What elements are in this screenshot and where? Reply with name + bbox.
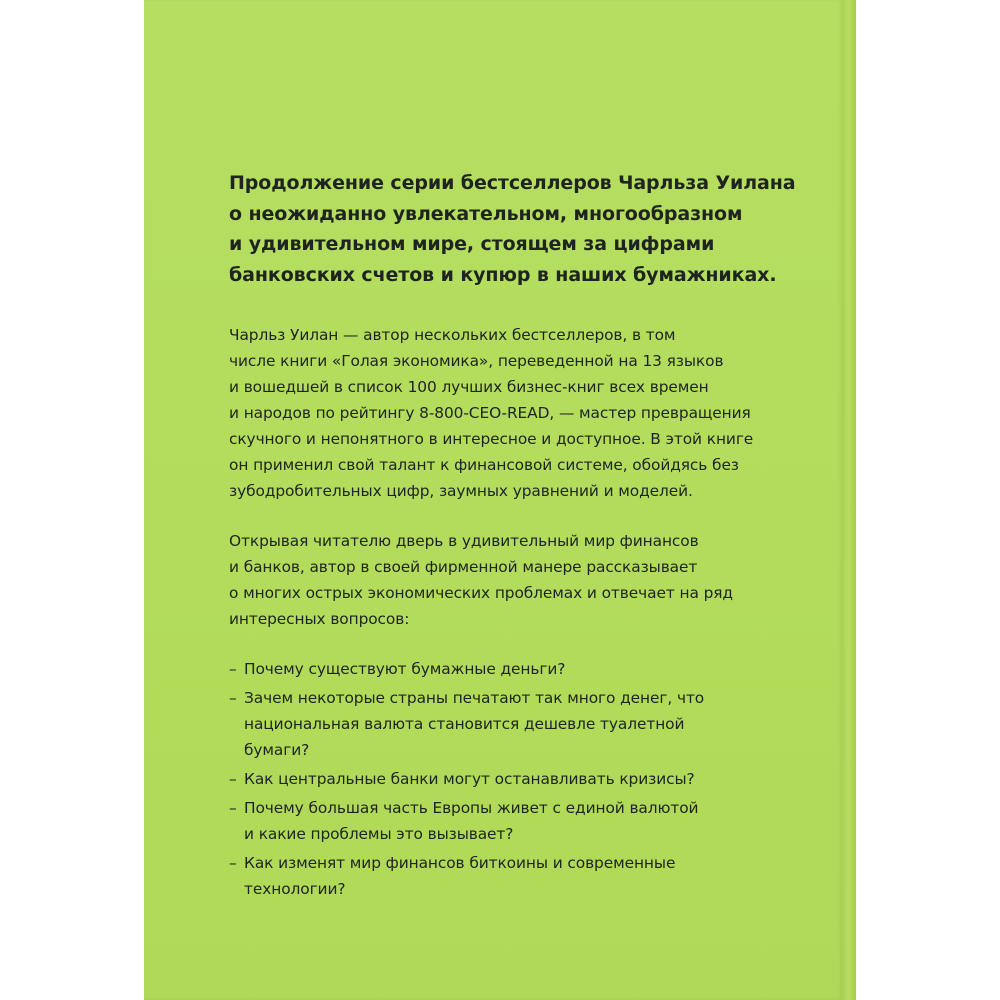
author-line: зубодробительных цифр, заумных уравнений и моделей. xyxy=(229,482,693,500)
lead-paragraph xyxy=(229,168,796,290)
question-item xyxy=(229,766,789,792)
intro-paragraph xyxy=(229,528,789,632)
intro-line: о многих острых экономических проблемах и отвечает на ряд xyxy=(229,584,733,602)
author-line: Чарльз Уилан — автор нескольких бестселлеров, в том xyxy=(229,326,676,344)
questions-list xyxy=(229,656,789,902)
question-line: – Почему большая часть Европы живет с единой валютой xyxy=(244,799,699,817)
question-line: – Почему существуют бумажные деньги? xyxy=(244,660,566,678)
lead-line: и удивительном мире, стоящем за цифрами xyxy=(229,233,715,255)
author-paragraph xyxy=(229,322,789,504)
author-line: скучного и непонятного в интересное и доступное. В этой книге xyxy=(229,430,754,448)
cover-edge xyxy=(842,0,856,1000)
author-line: и народов по рейтингу 8-800-CEO-READ, — мастер превращения xyxy=(229,404,751,422)
author-line: числе книги «Голая экономика», переведенной на 13 языков xyxy=(229,352,724,370)
question-item xyxy=(229,656,789,682)
question-line: – Как изменят мир финансов биткоины и современные xyxy=(244,854,676,872)
author-line: он применил свой талант к финансовой системе, обойдясь без xyxy=(229,456,739,474)
intro-line: и банков, автор в своей фирменной манере рассказывает xyxy=(229,558,698,576)
question-item xyxy=(229,850,789,902)
back-cover-text xyxy=(229,168,796,905)
lead-line: Продолжение серии бестселлеров Чарльза Уилана xyxy=(229,172,796,194)
intro-line: интересных вопросов: xyxy=(229,610,410,628)
question-item xyxy=(229,685,789,763)
lead-line: о неожиданно увлекательном, многообразном xyxy=(229,202,743,225)
question-line: национальная валюта становится дешевле туалетной xyxy=(244,715,685,733)
question-line: – Как центральные банки могут останавливать кризисы? xyxy=(244,770,695,788)
author-line: и вошедшей в список 100 лучших бизнес-книг всех времен xyxy=(229,378,709,396)
intro-line: Открывая читателю дверь в удивительный мир финансов xyxy=(229,532,699,550)
lead-line: банковских счетов и купюр в наших бумажниках. xyxy=(229,263,777,286)
question-line: технологии? xyxy=(244,880,346,898)
question-line: бумаги? xyxy=(244,741,310,759)
question-item xyxy=(229,795,789,847)
question-line: и какие проблемы это вызывает? xyxy=(244,825,514,843)
question-line: – Зачем некоторые страны печатают так много денег, что xyxy=(244,689,705,707)
